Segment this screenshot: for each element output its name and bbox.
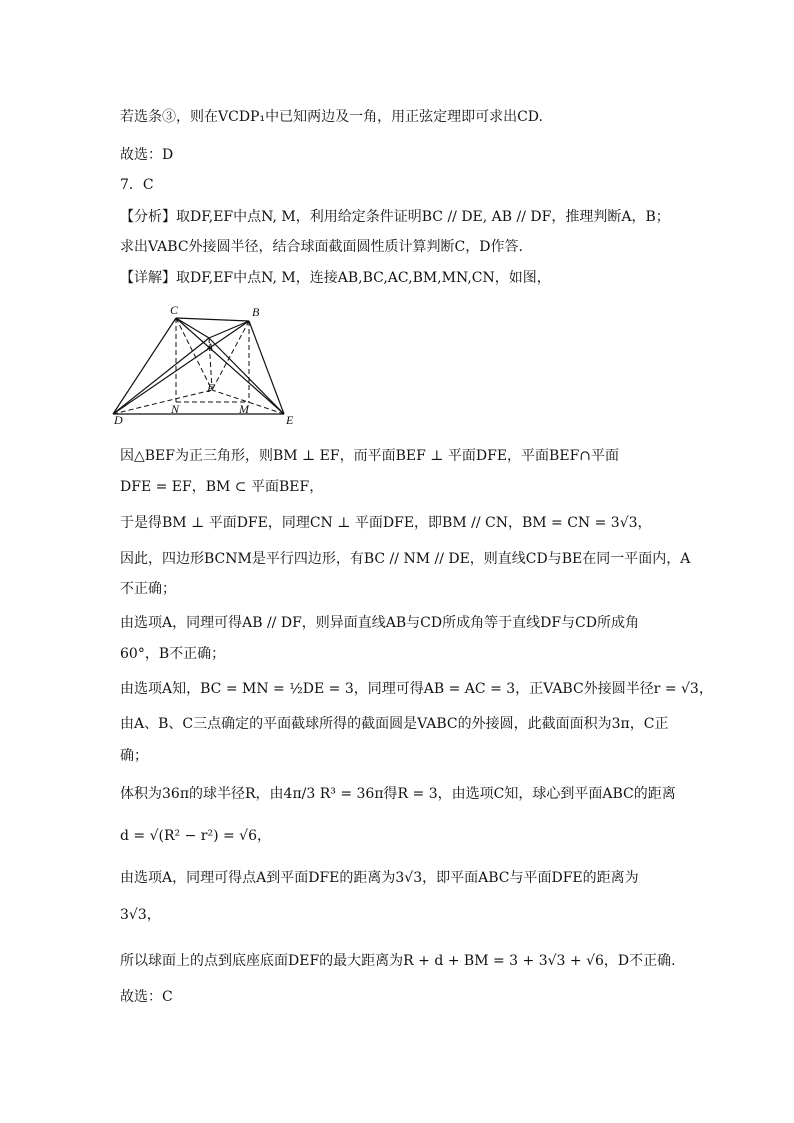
edge-DB — [113, 321, 249, 414]
edge-CB — [176, 318, 249, 321]
detail-line-8: 60°，B不正确； — [120, 646, 226, 662]
detail-line-3: DFE = EF，BM ⊂ 平面BEF， — [120, 479, 324, 495]
label-M: M — [239, 402, 249, 416]
label-E: E — [286, 413, 294, 427]
label-N: N — [171, 402, 180, 416]
detail-line-4: 于是得BM ⊥ 平面DFE，同理CN ⊥ 平面DFE，即BM // CN，BM = CN = 3√3， — [120, 515, 652, 531]
analysis-line-2: 求出VABC外接圆半径，结合球面截面圆性质计算判断C，D作答. — [120, 239, 523, 255]
detail-line-2: 因△BEF为正三角形，则BM ⊥ EF，而平面BEF ⊥ 平面DFE，平面BEF∩平面 — [120, 448, 620, 464]
label-B: B — [252, 305, 260, 319]
detail-line-5: 因此，四边形BCNM是平行四边形，有BC // NM // DE，则直线CD与BE在同一平面内，A — [120, 551, 691, 567]
edge-DC — [113, 318, 176, 414]
label-D: D — [114, 413, 123, 427]
detail-line-6: 不正确； — [120, 581, 176, 597]
label-F: F — [207, 381, 215, 395]
analysis-line-1: 【分析】取DF,EF中点N, M，利用给定条件证明BC // DE, AB // DF，推理判断A，B； — [120, 209, 670, 225]
edge-EC — [176, 318, 284, 414]
detail-line-16: 所以球面上的点到底座底面DEF的最大距离为R + d + BM = 3 + 3√3 + √6，D不正确. — [120, 953, 676, 969]
geometry-figure — [116, 300, 301, 425]
edge-AB — [209, 321, 249, 338]
detail-line-11: 确； — [120, 748, 148, 764]
detail-line-7: 由选项A，同理可得AB // DF，则异面直线AB与CD所成角等于直线DF与CD所成角 — [120, 615, 639, 631]
detail-line-12: 体积为36π的球半径R，由4π/3 R³ = 36π得R = 3，由选项C知，球心到平面ABC的距离 — [120, 786, 676, 802]
detail-line-9: 由选项A知，BC = MN = ½DE = 3，同理可得AB = AC = 3，正VABC外接圆半径r = √3， — [120, 681, 713, 697]
label-C: C — [170, 303, 179, 317]
text-line-2: 故选：D — [120, 147, 174, 163]
text-line-1: 若选条③，则在VCDP₁中已知两边及一角，用正弦定理即可求出CD. — [120, 109, 543, 125]
detail-line-10: 由A、B、C三点确定的平面截球所得的截面圆是VABC的外接圆，此截面面积为3π，C正 — [120, 716, 669, 732]
detail-line-13: d = √(R² − r²) = √6， — [120, 828, 271, 844]
detail-line-14: 由选项A，同理可得点A到平面DFE的距离为3√3，即平面ABC与平面DFE的距离为 — [120, 870, 639, 886]
detail-line-1: 【详解】取DF,EF中点N, M，连接AB,BC,AC,BM,MN,CN，如图， — [120, 270, 551, 286]
answer-line: 故选：C — [120, 989, 173, 1005]
label-A: A — [206, 340, 214, 354]
detail-line-15: 3√3， — [120, 907, 161, 923]
question-number: 7．C — [120, 177, 154, 193]
edge-EB — [249, 321, 284, 414]
